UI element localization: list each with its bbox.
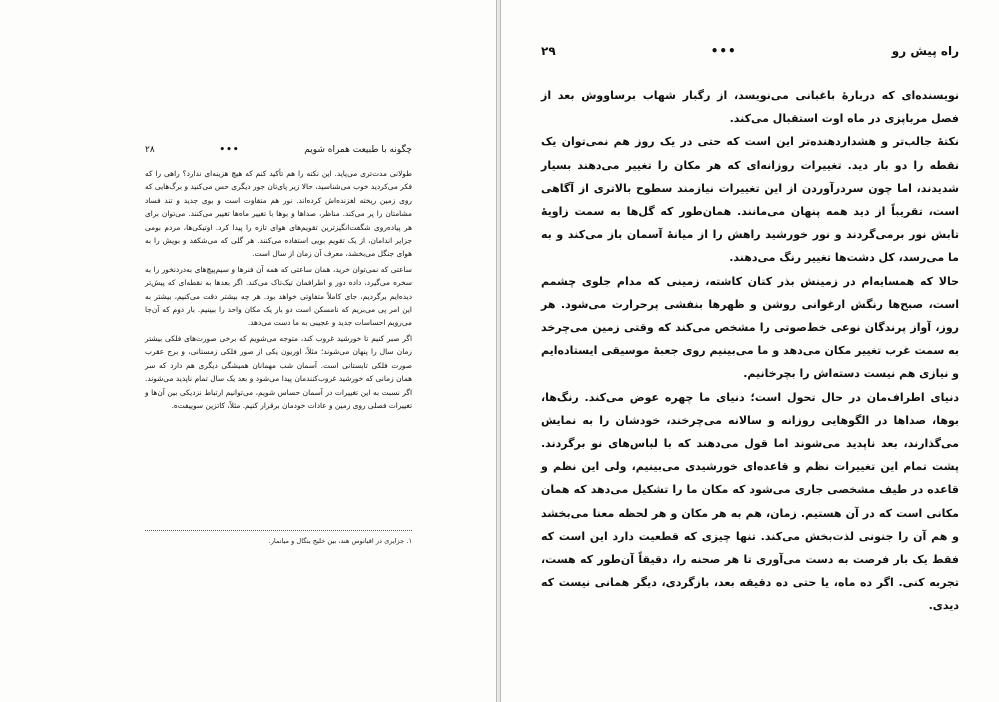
left-paragraph-1: طولانی مدت‌تری می‌پاید. این نکته را هم تأکید کنم که هیچ هزینه‌ای ندارد؟ راهی را که فکر می‌کردید خوب می‌شناسید، حالا زیر پای‌تان جور دیگری حس می‌کنید و برگ‌هایی که روی زمین ریخته لغزنده‌اش کرده‌اند. نور هم متفاوت است و بوی جدید و تند فساد مشامتان را پر می‌کند. مناظر، صداها و بوها با تغییر ماه‌ها تغییر می‌کنند. می‌توان برای هر پیاده‌روی شگفت‌انگیزترین تقویم‌های هوای تازه را پیدا کرد. اوتیکی‌ها، مردم بومی جزایر اندامان، از یک تقویم بویی استفاده می‌کنند. هر گلی که می‌شکفد و بویش را به هوای جنگل می‌بخشد، معرف آن زمان از سال است. (145, 169, 412, 259)
right-page-body (541, 84, 959, 618)
left-page-number: ۲۸ (145, 145, 155, 155)
left-paragraph-2: ساعتی که نمی‌توان خرید، همان ساعتی که همه آن فنرها و سیم‌پیچ‌های به‌دردنخور را به سخره می‌گیرد، داده دور و اطرافمان تیک‌تاک می‌کند. اگر بعدها به نقطه‌ای که پیش‌تر دیده‌ایم برگردیم، جای کاملاً متفاوتی خواهد بود. هر چه بیشتر دقت می‌کنیم، بیشتر به این امر پی می‌بریم که نامسکن است دو بار یک مکان واحد را ببینیم. بار دوم که آن‌جا می‌رویم احساسات جدید و عجیبی به ما دست می‌دهد. (145, 264, 412, 328)
right-page-header (541, 44, 959, 58)
right-paragraph-4: دنیای اطراف‌مان در حال تحول است؛ دنیای ما چهره عوض می‌کند. رنگ‌ها، بوها، صداها در الگوهایی روزانه و سالانه می‌چرخند، خودشان را به نمایش می‌گذارند، بعد ناپدید می‌شوند اما قول می‌دهند که با لباس‌های نو برگردند. پشت تمام این تغییرات نظم و قاعده‌ای خورشیدی می‌بینیم، ولی این نظم و قاعده در طیف مشخصی جاری می‌شود که مکان ما را تشکیل می‌دهد که همان مکانی است که در آن هستیم. زمان، هم به هر مکان و هر لحظه معنا می‌بخشد و هم آن را جنونی لذت‌بخش می‌کند. تنها چیزی که قطعیت دارد این است که فقط یک بار فرصت به دست می‌آوری تا هر صحنه را، دقیقاً آن‌طور که هست، تجربه کنی. اگر ده ماه، یا حتی ده دقیقه بعد، بازگردی، دیگر همانی نیست که دیدی. (541, 390, 959, 613)
left-paragraph-3: اگر صبر کنیم تا خورشید غروب کند، متوجه می‌شویم که برخی صورت‌های فلکی بیشتر زمان سال را پنهان می‌شوند؛ مثلاً، اوریون یکی از صور فلکی زمستانی، و برج عقرب صورت فلکی تابستانی است. آسمان شب مهمانان همیشگی دیگری هم دارد که سر همان زمانی که خورشید غروب‌کنندمان پیدا می‌شود و بعد یک سال تمام ناپدید می‌شوند. اگر نسبت به این تغییرات در آسمان حساس شویم، می‌توانیم ارتباط نزدیکی بین آن‌ها و تغییرات فصلی روی زمین و عادات خودمان برقرار کنیم. مثلاً، کاتزین سوییفت‌ه. (145, 333, 412, 410)
footnote-separator (145, 530, 412, 531)
right-paragraph-2: نکتهٔ جالب‌تر و هشداردهنده‌تر این است که حتی در یک روز هم نمی‌توان یک نقطه را دو بار دید. تغییرات روزانه‌ای که هر مکان را تغییر می‌دهند بسیار شدیدند، اما چون سردرآوردن از این تغییرات نیازمند سطوح بالاتری از آگاهی است، تقریباً از دید همه پنهان می‌مانند. همان‌طور که گل‌ها به سمت زاویهٔ تابش نور برمی‌گردند و نور خورشید راهش را از میانهٔ آسمان باز می‌کند و به ما می‌رسد، کل دشت‌ها تغییر رنگ می‌دهند. (541, 135, 959, 265)
right-running-title: راه پیش رو (891, 44, 959, 58)
left-page-body (145, 167, 412, 414)
left-footnote: ۱. جزایری در اقیانوس هند، بین خلیج بنگال و میانمار. (268, 537, 412, 545)
left-page (0, 0, 497, 702)
right-paragraph-3: حالا که همسایه‌ام در زمینش بذر کتان کاشته، زمینی که مدام جلوی چشمم است، صبح‌ها رنگش ارغوانی روشن و ظهرها بنفشی پرحرارت می‌شود. هر روز، آواز پرندگان نوعی خط‌صوتی را مشخص می‌کند که وقتی زمین می‌چرخد به سمت غرب تغییر مکان می‌دهد و ما می‌بینیم روی جعبهٔ موسیقی ایستاده‌ایم و نیازی هم نیست دسته‌اش را بچرخانیم. (541, 274, 959, 381)
right-page (500, 0, 999, 702)
right-page-number: ۲۹ (541, 44, 556, 58)
left-running-title: چگونه با طبیعت همراه شویم (304, 145, 412, 155)
left-page-header (145, 145, 412, 155)
left-header-ornament: ••• (219, 145, 240, 155)
right-paragraph-1: نویسنده‌ای که دربارهٔ باغبانی می‌نویسد، از رگبار شهاب برساووش بعد از فصل مرباپزی در ماه اوت استقبال می‌کند. (541, 89, 959, 126)
right-header-ornament: ••• (710, 44, 737, 58)
